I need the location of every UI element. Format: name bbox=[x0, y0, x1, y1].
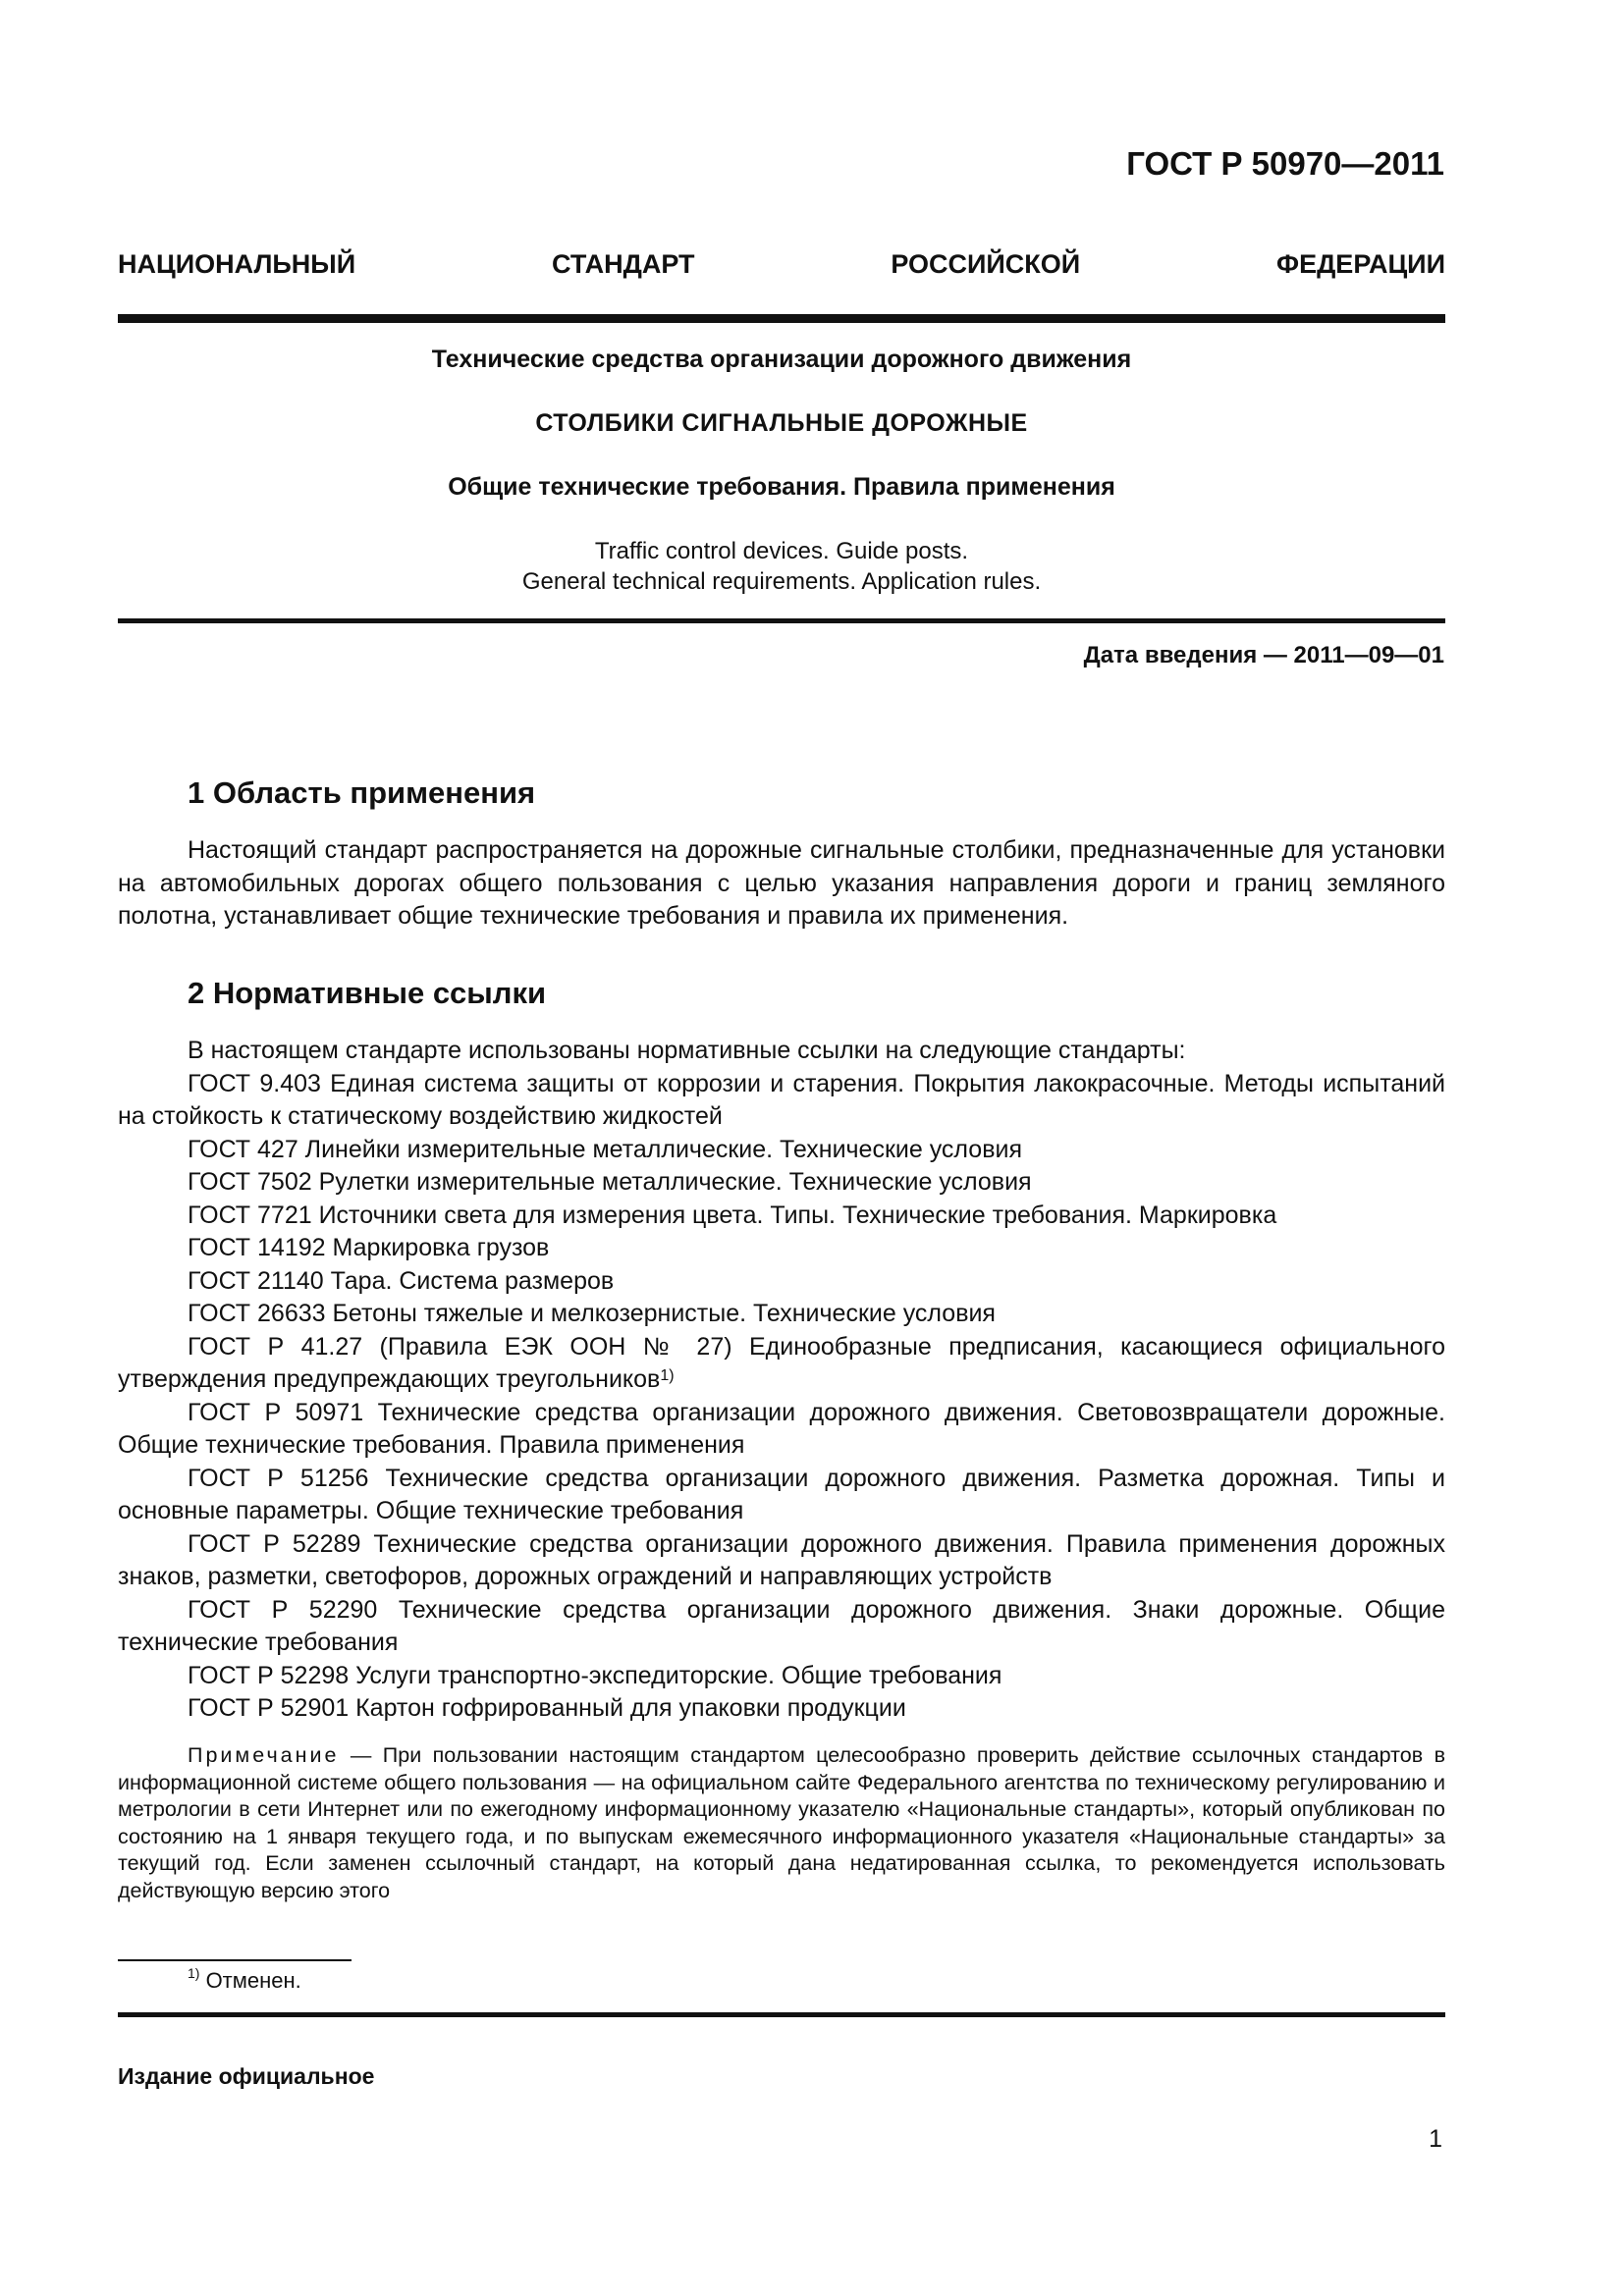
title-line-2: СТОЛБИКИ СИГНАЛЬНЫЕ ДОРОЖНЫЕ bbox=[535, 409, 1028, 437]
note-block bbox=[118, 1742, 1445, 1904]
footnote bbox=[188, 1965, 301, 1994]
reference-text: ГОСТ Р 41.27 (Правила ЕЭК ООН № 27) Единообразные предписания, касающиеся официального утверждения предупреждающих треугольников bbox=[118, 1332, 1445, 1393]
footnote-text: Отменен. bbox=[199, 1968, 301, 1993]
section-1-heading: 1 Область применения bbox=[188, 775, 536, 810]
reference-item: ГОСТ 9.403 Единая система защиты от коррозии и старения. Покрытия лакокрасочные. Методы испытаний на стойкость к статическому воздействию жидкостей bbox=[118, 1069, 1445, 1130]
section-2-heading: 2 Нормативные ссылки bbox=[188, 976, 547, 1010]
title-bottom-rule bbox=[118, 618, 1445, 623]
reference-item: ГОСТ 427 Линейки измерительные металлические. Технические условия bbox=[188, 1135, 1022, 1163]
english-title-line-2: General technical requirements. Application rules. bbox=[521, 568, 1042, 595]
reference-item: ГОСТ 7721 Источники света для измерения цвета. Типы. Технические требования. Маркировка bbox=[188, 1201, 1277, 1229]
section-2-body bbox=[118, 1035, 1445, 1726]
introduction-date: Дата введения — 2011—09—01 bbox=[1083, 642, 1444, 668]
reference-item: ГОСТ Р 51256 Технические средства организации дорожного движения. Разметка дорожная. Типы и основные параметры. Общие технические требования bbox=[118, 1464, 1445, 1524]
title-line-1: Технические средства организации дорожного движения bbox=[431, 346, 1132, 373]
section-1-body bbox=[118, 834, 1445, 934]
footnote-number: 1) bbox=[188, 1965, 200, 1981]
reference-item: ГОСТ 14192 Маркировка грузов bbox=[188, 1234, 550, 1261]
section-1-paragraph: Настоящий стандарт распространяется на дорожные сигнальные столбики, предназначенные для установки на автомобильных дорогах общего пользования с целью указания направления дороги и границ земляного полотна, устанавливает общие технические требования и правила их применения. bbox=[118, 836, 1445, 930]
section-2-intro: В настоящем стандарте использованы нормативные ссылки на следующие стандарты: bbox=[188, 1037, 1186, 1064]
title-line-3: Общие технические требования. Правила применения bbox=[448, 473, 1115, 501]
official-edition-label: Издание официальное bbox=[118, 2063, 375, 2089]
top-rule bbox=[118, 314, 1445, 323]
reference-item: ГОСТ 26633 Бетоны тяжелые и мелкозернистые. Технические условия bbox=[188, 1300, 996, 1327]
reference-item: ГОСТ Р 52290 Технические средства организации дорожного движения. Знаки дорожные. Общие технические требования bbox=[118, 1595, 1445, 1656]
reference-item: ГОСТ 21140 Тара. Система размеров bbox=[188, 1266, 615, 1295]
page-number: 1 bbox=[1429, 2125, 1442, 2153]
footnote-mark: 1) bbox=[660, 1367, 675, 1384]
reference-item: ГОСТ Р 50971 Технические средства организации дорожного движения. Световозвращатели дорожные. Общие технические требования. Правила применения bbox=[118, 1398, 1445, 1459]
reference-item: ГОСТ Р 52901 Картон гофрированный для упаковки продукции bbox=[188, 1694, 906, 1722]
reference-item-with-footnote bbox=[118, 1331, 1445, 1397]
english-title-line-1: Traffic control devices. Guide posts. bbox=[594, 538, 969, 564]
note-paragraph bbox=[118, 1742, 1445, 1904]
reference-item: ГОСТ Р 52289 Технические средства организации дорожного движения. Правила применения дорожных знаков, разметки, светофоров, дорожных ограждений и направляющих устройств bbox=[118, 1529, 1445, 1590]
document-number: ГОСТ Р 50970—2011 bbox=[1126, 145, 1444, 182]
footnote-separator bbox=[118, 1959, 352, 1961]
note-label: Примечание bbox=[188, 1743, 340, 1767]
national-standard-caption: НАЦИОНАЛЬНЫЙ СТАНДАРТ РОССИЙСКОЙ ФЕДЕРАЦИИ bbox=[118, 249, 1445, 279]
note-text: — При пользовании настоящим стандартом целесообразно проверить действие ссылочных стандартов в информационной системе общего пользования — на официальном сайте Федерального агентства по техническому регулированию и метрологии в сети Интернет или по ежегодному информационному указателю «Национальные стандарты», который опубликован по состоянию на 1 января текущего года, и по выпускам ежемесячного информационного указателя «Национальные стандарты» за текущий год. Если заменен ссылочный стандарт, на который дана недатированная ссылка, то рекомендуется использовать действующую версию этого bbox=[118, 1743, 1445, 1902]
reference-item: ГОСТ Р 52298 Услуги транспортно-экспедиторские. Общие требования bbox=[188, 1661, 1002, 1689]
reference-item: ГОСТ 7502 Рулетки измерительные металлические. Технические условия bbox=[188, 1168, 1032, 1196]
footer-rule bbox=[118, 2012, 1445, 2017]
